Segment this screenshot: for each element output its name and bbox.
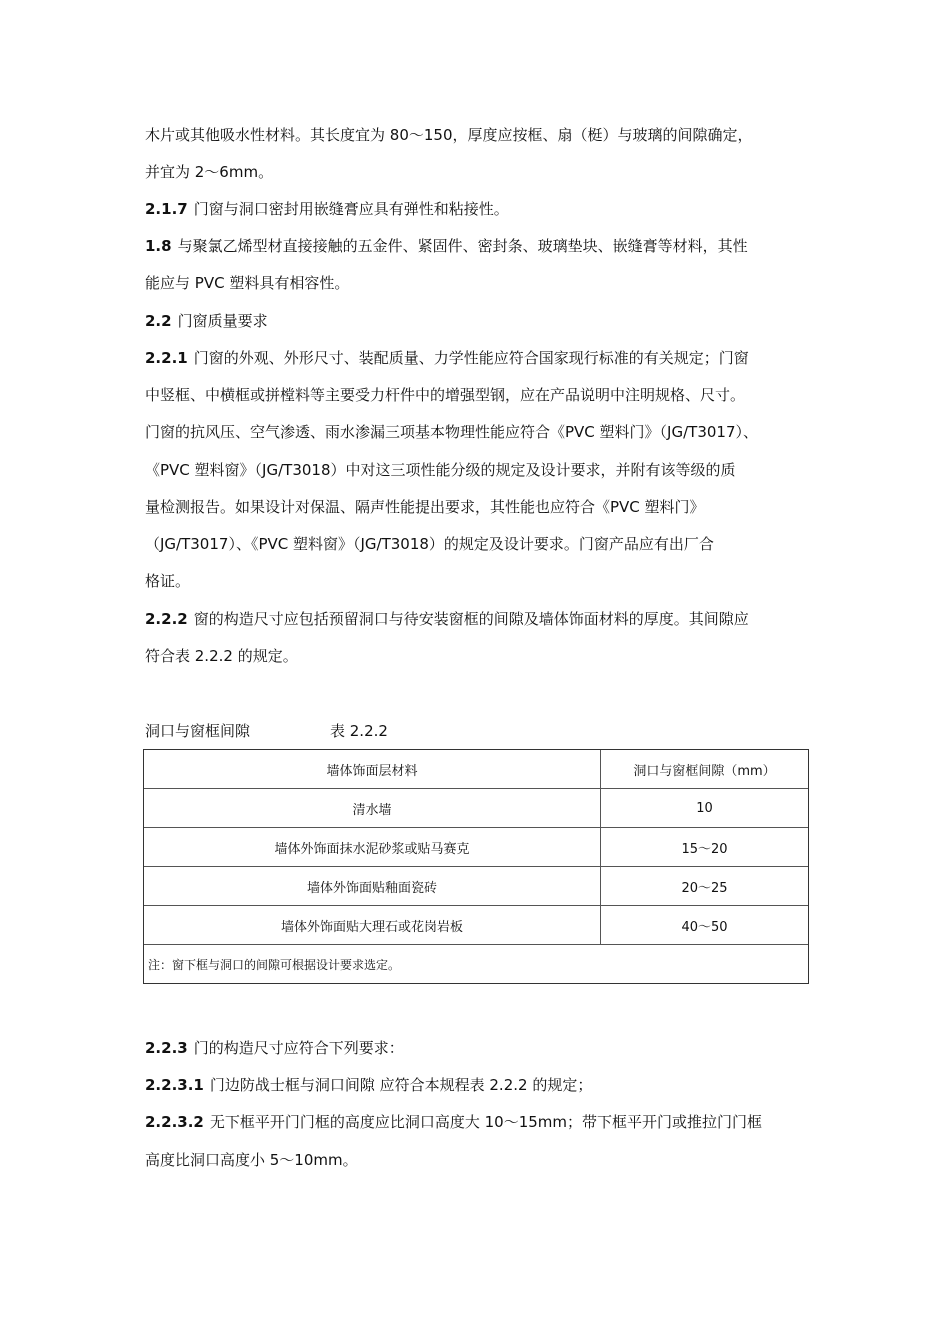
clause-number: 2.2.2 <box>145 610 188 628</box>
clause-number: 2.2.3.2 <box>145 1113 204 1131</box>
table-cell: 40～50 <box>601 906 808 945</box>
paragraph-line <box>145 533 714 555</box>
paragraph-line <box>145 421 758 443</box>
line-text: 中竖框、中横框或拼樘料等主要受力杆件中的增强型钢，应在产品说明中注明规格、尺寸。 <box>145 386 746 404</box>
table-cell: 20～25 <box>601 867 808 906</box>
line-text: 并宜为 2～6mm。 <box>145 163 274 181</box>
table-number: 表 2.2.2 <box>330 722 388 740</box>
table-cell: 墙体外饰面贴大理石或花岗岩板 <box>144 906 601 945</box>
paragraph-line <box>145 272 349 294</box>
paragraph-line <box>145 496 705 518</box>
table-caption <box>145 720 388 742</box>
line-text: 能应与 PVC 塑料具有相容性。 <box>145 274 350 292</box>
line-text: 窗的构造尺寸应包括预留洞口与待安装窗框的间隙及墙体饰面材料的厚度。其间隙应 <box>193 610 749 628</box>
table-cell: 清水墙 <box>144 789 601 828</box>
table-row <box>144 867 808 906</box>
paragraph-line <box>145 645 298 667</box>
clause-2-2-2 <box>145 608 749 630</box>
line-text: 格证。 <box>145 572 191 590</box>
section-2-2-heading <box>145 310 268 332</box>
table-note: 注：窗下框与洞口的间隙可根据设计要求选定。 <box>148 957 401 972</box>
paragraph-line <box>145 384 745 406</box>
clause-2-2-1 <box>145 347 749 369</box>
clause-number: 2.2 <box>145 312 172 330</box>
line-text: 门边防战士框与洞口间隙 应符合本规程表 2.2.2 的规定； <box>209 1076 593 1094</box>
paragraph-line <box>145 161 273 183</box>
table-header-cell: 墙体饰面层材料 <box>144 750 601 789</box>
table-row <box>144 789 808 828</box>
clause-2-2-3-2 <box>145 1111 762 1133</box>
clause-number: 2.2.3 <box>145 1039 188 1057</box>
paragraph-line <box>145 459 736 481</box>
line-text: （JG/T3017）、《PVC 塑料窗》（JG/T3018）的规定及设计要求。门窗产品应有出厂合 <box>145 535 714 553</box>
table-cell: 墙体外饰面贴釉面瓷砖 <box>144 867 601 906</box>
clause-number: 2.2.1 <box>145 349 188 367</box>
clause-number: 2.2.3.1 <box>145 1076 204 1094</box>
clause-1-8 <box>145 235 748 257</box>
line-text: 门窗与洞口密封用嵌缝膏应具有弹性和粘接性。 <box>193 200 509 218</box>
line-text: 高度比洞口高度小 5～10mm。 <box>145 1151 358 1169</box>
clause-2-2-3-1 <box>145 1074 592 1096</box>
clause-number: 1.8 <box>145 237 172 255</box>
paragraph-line <box>145 124 753 146</box>
table-header-row <box>144 750 808 789</box>
line-text: 量检测报告。如果设计对保温、隔声性能提出要求，其性能也应符合《PVC 塑料门》 <box>145 498 705 516</box>
table-row <box>144 906 808 945</box>
line-text: 门窗的外观、外形尺寸、装配质量、力学性能应符合国家现行标准的有关规定；门窗 <box>193 349 749 367</box>
table-cell: 墙体外饰面抹水泥砂浆或贴马赛克 <box>144 828 601 867</box>
table-header-cell: 洞口与窗框间隙（mm） <box>601 750 808 789</box>
clause-number: 2.1.7 <box>145 200 188 218</box>
line-text: 符合表 2.2.2 的规定。 <box>145 647 298 665</box>
paragraph-line <box>145 570 190 592</box>
line-text: 门窗的抗风压、空气渗透、雨水渗漏三项基本物理性能应符合《PVC 塑料门》（JG/T3017）、 <box>145 423 758 441</box>
table-cell: 10 <box>601 789 808 828</box>
line-text: 与聚氯乙烯型材直接接触的五金件、紧固件、密封条、玻璃垫块、嵌缝膏等材料，其性 <box>177 237 748 255</box>
table-caption-text: 洞口与窗框间隙 <box>145 722 251 740</box>
table-row <box>144 828 808 867</box>
table-cell: 15～20 <box>601 828 808 867</box>
paragraph-line <box>145 1149 358 1171</box>
line-text: 门的构造尺寸应符合下列要求： <box>193 1039 404 1057</box>
clause-2-2-3 <box>145 1037 404 1059</box>
line-text: 无下框平开门门框的高度应比洞口高度大 10～15mm；带下框平开门或推拉门门框 <box>209 1113 763 1131</box>
line-text: 木片或其他吸水性材料。其长度宜为 80～150，厚度应按框、扇（梃）与玻璃的间隙确定， <box>145 126 753 144</box>
line-text: 《PVC 塑料窗》（JG/T3018）中对这三项性能分级的规定及设计要求，并附有该等级的质 <box>145 461 736 479</box>
clause-2-1-7 <box>145 198 509 220</box>
line-text: 门窗质量要求 <box>177 312 268 330</box>
table-note-row <box>144 945 808 983</box>
gap-table <box>143 749 809 984</box>
